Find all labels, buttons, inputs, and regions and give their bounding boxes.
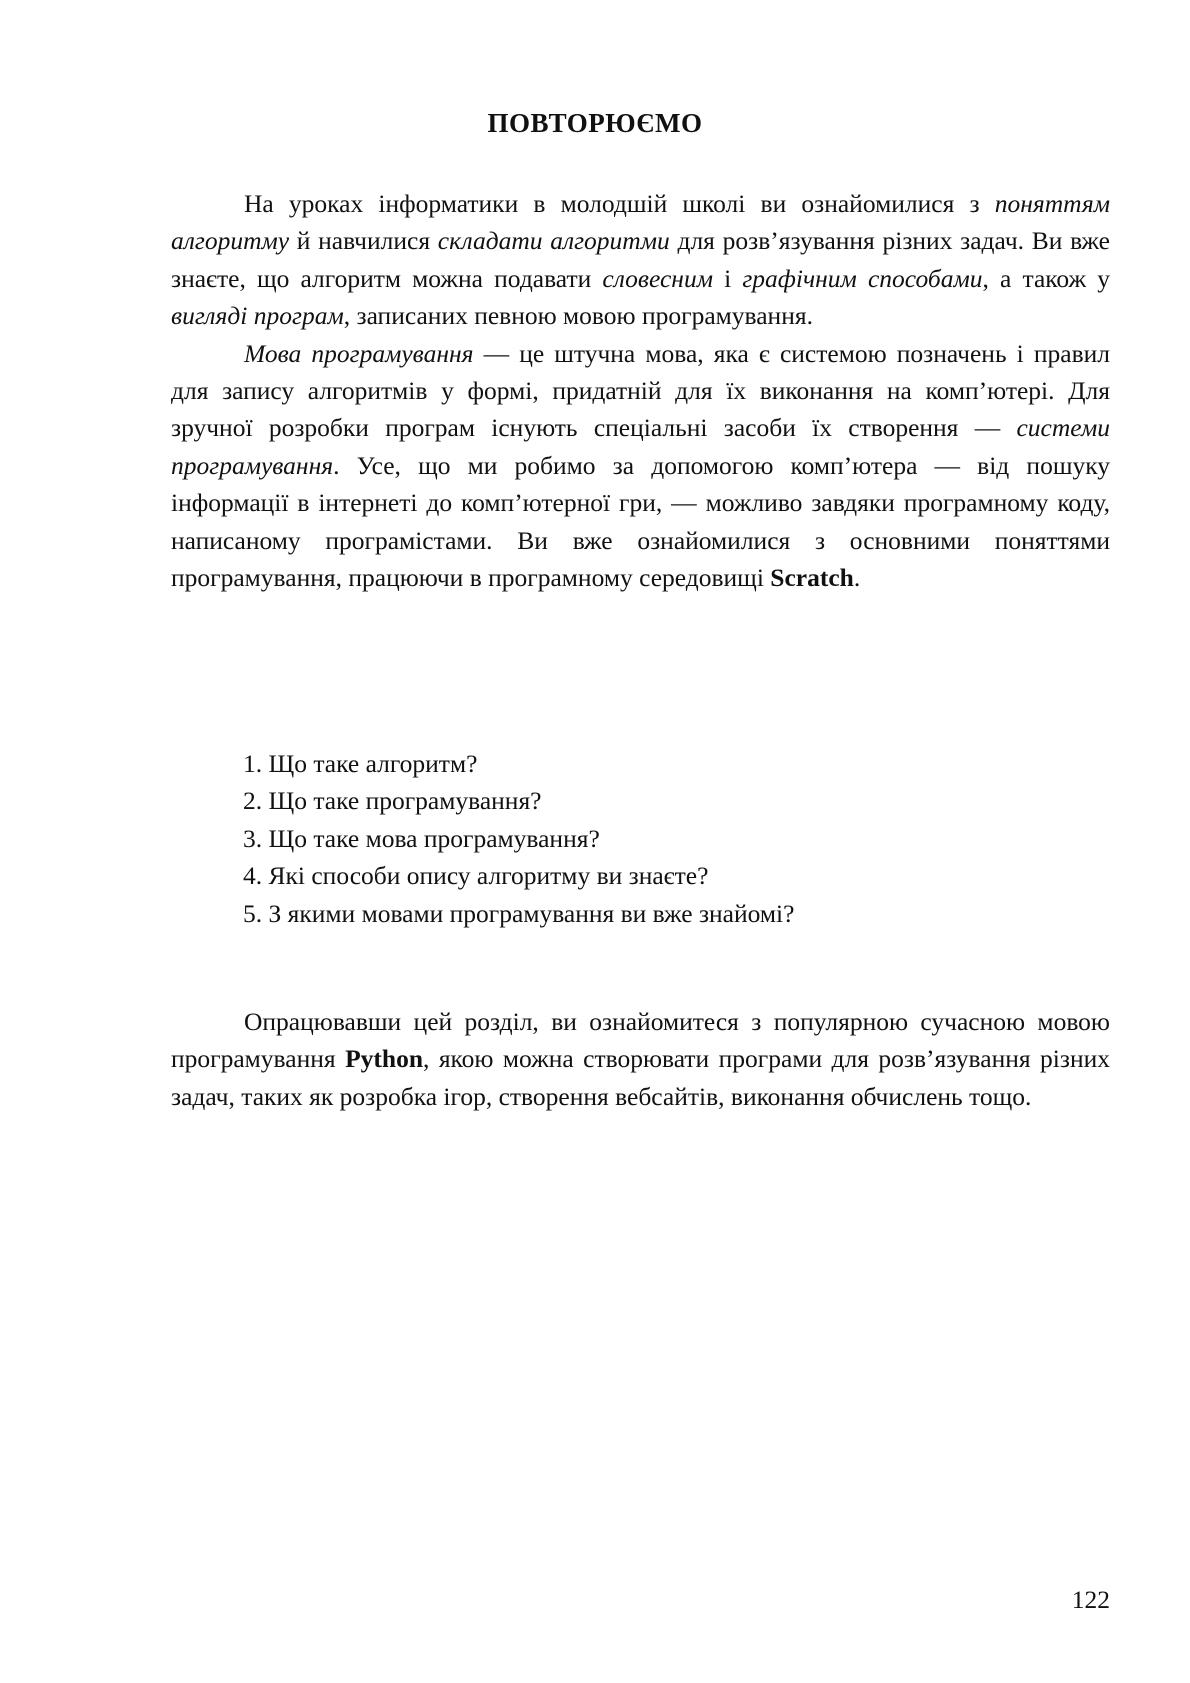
text-run: , записаних певною мовою програмування. bbox=[343, 301, 813, 331]
question-item: 4. Які способи опису алгоритму ви знаєте? bbox=[243, 861, 709, 891]
emphasis-term: поняттям алгоритму bbox=[171, 189, 1110, 256]
section-title: ПОВТОРЮЄМО bbox=[487, 108, 703, 138]
closing-text bbox=[171, 1003, 1110, 1115]
intro-paragraph-1 bbox=[171, 185, 1110, 335]
text-run: , якою можна створювати програми для розв’язування різних задач, таких як розробка ігор, створення вебсайтів, виконання обчислень тощо. bbox=[171, 1044, 1110, 1111]
text-run: — це штучна мова, яка є системою позначень і правил для запису алгоритмів у формі, придатній для їх виконання на комп’ютері. Для зручної розробки програм існують спеціальні засоби їх створення — bbox=[171, 338, 1110, 443]
text-run: . Усе, що ми робимо за допомогою комп’ютера — від пошуку інформації в інтернеті до комп’ютерної гри, — можливо завдяки програмному коду, написаному програмістами. Ви вже ознайомилися з основними поняттями програмування, працюючи в програмному середовищі bbox=[171, 450, 1110, 593]
emphasis-term: графічним способами bbox=[742, 263, 983, 293]
text-run: і bbox=[712, 263, 743, 293]
emphasis-term: вигляді програм bbox=[171, 301, 344, 331]
intro-text bbox=[171, 185, 1110, 596]
intro-paragraph-2 bbox=[171, 335, 1110, 597]
emphasis-term: системи програмування bbox=[171, 413, 1110, 480]
bold-term: Scratch bbox=[770, 563, 854, 593]
text-run: . bbox=[853, 563, 861, 593]
text-run: Опрацювавши цей розділ, ви ознайомитеся з популярною сучасною мовою програмування bbox=[171, 1007, 1110, 1074]
question-list bbox=[243, 745, 794, 932]
question-item: 3. Що таке мова програмування? bbox=[243, 823, 600, 853]
bold-term: Python bbox=[345, 1044, 423, 1074]
question-item: 5. З якими мовами програмування ви вже знайомі? bbox=[243, 898, 795, 928]
question-item: 1. Що таке алгоритм? bbox=[243, 749, 478, 778]
text-run: На уроках інформатики в молодшій школі ви ознайомилися з bbox=[244, 189, 995, 218]
text-run: й навчилися bbox=[289, 226, 438, 256]
emphasis-term: складати алгоритми bbox=[437, 226, 670, 256]
emphasis-term: словесним bbox=[602, 263, 713, 293]
page-number: 122 bbox=[1071, 1585, 1110, 1614]
emphasis-term: Мова програмування bbox=[244, 338, 474, 368]
closing-paragraph bbox=[171, 1003, 1110, 1115]
question-item: 2. Що таке програмування? bbox=[243, 786, 542, 816]
text-run: для розв’язування різних задач. Ви вже знаєте, що алгоритм можна подавати bbox=[171, 226, 1110, 293]
text-run: , а також у bbox=[982, 263, 1110, 293]
